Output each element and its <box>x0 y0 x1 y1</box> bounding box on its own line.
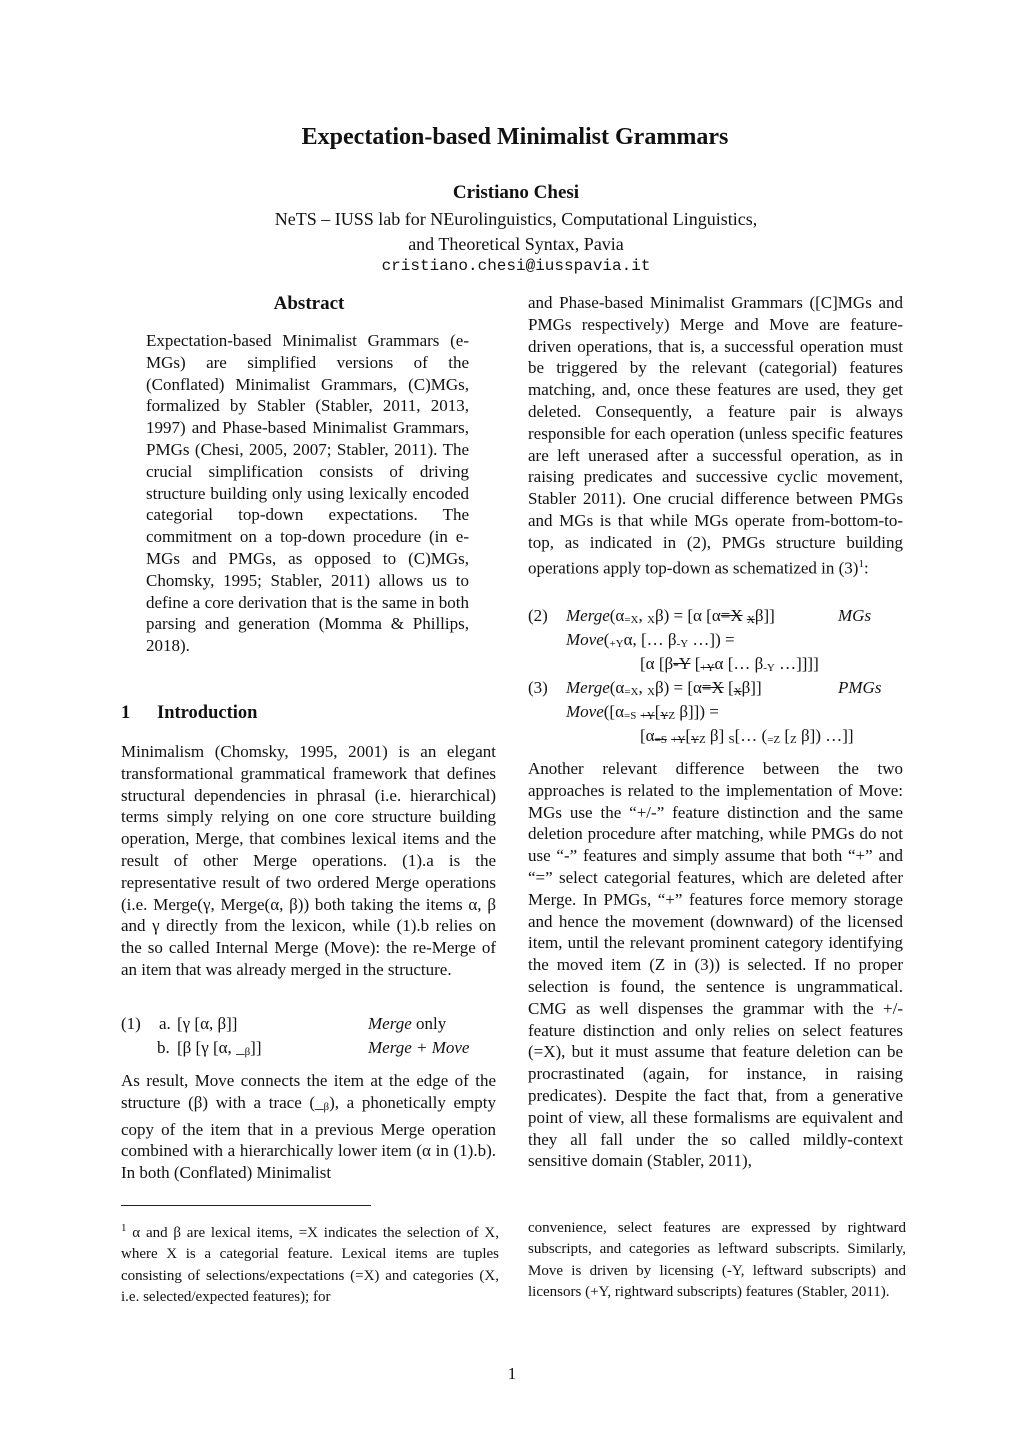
para-text: and Phase-based Minimalist Grammars ([C]MGs and PMGs respectively) Merge and Move are feature-driven operations, that is, a successful operation must be triggered by the relevant (categorial) features matching, and, once these features are used, they get deleted. Consequently, a feature pair is always responsible for each operation (unless specific features are left unerased after a successful operation, as in raising predicates and successive cyclic movement, Stabler 2011). One crucial difference between PMGs and MGs is that while MGs operate from-bottom-to-top, as indicated in (2), PMGs structure building operations apply top-down as schematized in (3) <box>528 293 903 578</box>
example-tag: MGs <box>838 606 872 625</box>
example-1 <box>121 1014 501 1062</box>
affiliation-line-2: and Theoretical Syntax, Pavia <box>408 234 624 254</box>
para-text: : <box>863 558 869 578</box>
example-note-text: only <box>411 1014 447 1033</box>
example-formula <box>177 1038 262 1058</box>
right-paragraph-2: Another relevant difference between the two approaches is related to the implementation of Move: MGs use the “+/-” feature distinction and the same deletion procedure after matching, while PMGs do not use “-” features and simply assume that both “+” and “=” select categorial features, which are deleted after Merge. In PMGs, “+” features force memory storage and hence the movement (downward) of the licensed item, until the relevant prominent category identifying the moved item (Z in (3)) is selected. If no proper selection is found, the sentence is ungrammatical. CMG as well dispenses the grammar with the +/- feature distinction and only relies on select features (=X), but it must assume that feature deletion can be procrastinated (again, for instance, in raising predicates). Despite the fact that, from a generative point of view, all these formalisms are equivalent and they all fall under the so called mildly-context sensitive domain (Stabler, 2011), <box>528 759 903 1171</box>
footnote-marker: 1 <box>121 1222 127 1234</box>
formula-close: ]] <box>250 1038 262 1057</box>
example-3-line-2 <box>528 702 908 726</box>
introduction-paragraph-2 <box>121 1070 496 1184</box>
author-name: Cristiano Chesi <box>452 182 580 203</box>
section-title: Introduction <box>157 703 258 723</box>
abstract-text: Expectation-based Minimalist Grammars (e-MGs) are simplified versions of the (Conflated) Minimalist Grammars, (C)MGs, formalized by Stabler (Stabler, 2011, 2013, 1997) and Phase-based Minimalist Grammars, PMGs (Chesi, 2005, 2007; Stabler, 2011). The crucial simplification consists of driving structure building only using lexically encoded categorial top-down expectations. The commitment on a top-down procedure (in e-MGs and PMGs, as opposed to (C)MGs, Chomsky, 1995; Stabler, 2011) allows us to define a core derivation that is the same in both parsing and generation (Momma & Phillips, 2018). <box>146 331 469 656</box>
footnote-left <box>121 1218 499 1309</box>
example-formula: Merge(α=X, Xβ) = [α=X [Xβ]] <box>566 678 762 698</box>
footnote-ref[interactable]: 1 <box>858 557 864 570</box>
formula-text: [β [γ [α, _ <box>177 1038 245 1057</box>
example-formula: Move([α=S +Y[YZ β]]) = <box>566 702 719 722</box>
merge-term: Merge <box>566 678 610 697</box>
example-formula: Move(+Yα, [… β-Y …]) = <box>566 630 735 650</box>
abstract-heading: Abstract <box>273 293 345 314</box>
example-number: (2) <box>528 606 548 625</box>
example-formula: [α [β-Y [+Yα [… β-Y …]]]] <box>640 654 819 674</box>
example-1b <box>121 1038 501 1062</box>
trace-subscript: β <box>244 1046 251 1058</box>
page-number: 1 <box>507 1364 517 1383</box>
examples-2-3 <box>528 606 908 750</box>
example-2-line-2 <box>528 630 908 654</box>
affiliation <box>0 207 1024 257</box>
example-3-line-3 <box>528 726 908 750</box>
example-2-line-1 <box>528 606 908 630</box>
section-number: 1 <box>121 703 131 723</box>
trace-subscript: β <box>323 1100 330 1113</box>
merge-term: Merge <box>566 606 610 625</box>
footnote-divider <box>121 1205 371 1206</box>
para-text: ), a phonetically empty copy of the item that in a previous Merge operation combined with a hierarchically lower item (α in (1).b). In both (Conflated) Minimalist <box>121 1092 496 1183</box>
footnote-text: α and β are lexical items, =X indicates the selection of X, where X is a categorial feature. Lexical items are tuples consisting of selections/expectations (=X) and categories (X, i.e. selected/expected features); for <box>121 1225 499 1306</box>
move-term: Move <box>566 630 604 649</box>
right-paragraph-1 <box>528 292 903 579</box>
example-note <box>368 1014 446 1034</box>
example-2-line-3 <box>528 654 908 678</box>
para-text: As result, Move connects the item at the edge of the structure (β) with a trace (_ <box>121 1071 496 1112</box>
example-sub-label: a. <box>159 1014 171 1033</box>
example-number: (1) <box>121 1014 141 1033</box>
author-email[interactable]: cristiano.chesi@iusspavia.it <box>381 257 651 275</box>
example-1a <box>121 1014 501 1038</box>
move-term: Move <box>566 702 604 721</box>
introduction-paragraph-1: Minimalism (Chomsky, 1995, 2001) is an elegant transformational grammatical framework that defines structural dependencies in phrasal (i.e. hierarchical) terms simply relying on one core structure building operation, Merge, that combines lexical items and the result of other Merge operations. (1).a is the representative result of two ordered Merge operations (i.e. Merge(γ, Merge(α, β)) both taking the items α, β and γ directly from the lexicon, while (1).b relies on the so called Internal Merge (Move): the re-Merge of an item that was already merged in the structure. <box>121 742 496 979</box>
merge-term: Merge <box>368 1014 412 1033</box>
example-formula: [α=S +Y[YZ β] S[… (=Z [Z β]) …]] <box>640 726 854 746</box>
paper-title: Expectation-based Minimalist Grammars <box>301 124 729 150</box>
example-note: Merge + Move <box>368 1038 470 1057</box>
footnote-right: convenience, select features are expressed by rightward subscripts, and categories as leftward subscripts. Similarly, Move is driven by licensing (-Y, leftward subscripts) and licensors (+Y, rightward subscripts) features (Stabler, 2011). <box>528 1220 906 1301</box>
example-formula: Merge(α=X, Xβ) = [α [α=X Xβ]] <box>566 606 775 626</box>
example-formula: [γ [α, β]] <box>177 1014 238 1033</box>
example-tag: PMGs <box>838 678 882 697</box>
section-heading-introduction <box>121 703 257 724</box>
example-3-line-1 <box>528 678 908 702</box>
example-sub-label: b. <box>157 1038 170 1057</box>
affiliation-line-1: NeTS – IUSS lab for NEurolinguistics, Computational Linguistics, <box>274 209 758 229</box>
example-number: (3) <box>528 678 548 697</box>
